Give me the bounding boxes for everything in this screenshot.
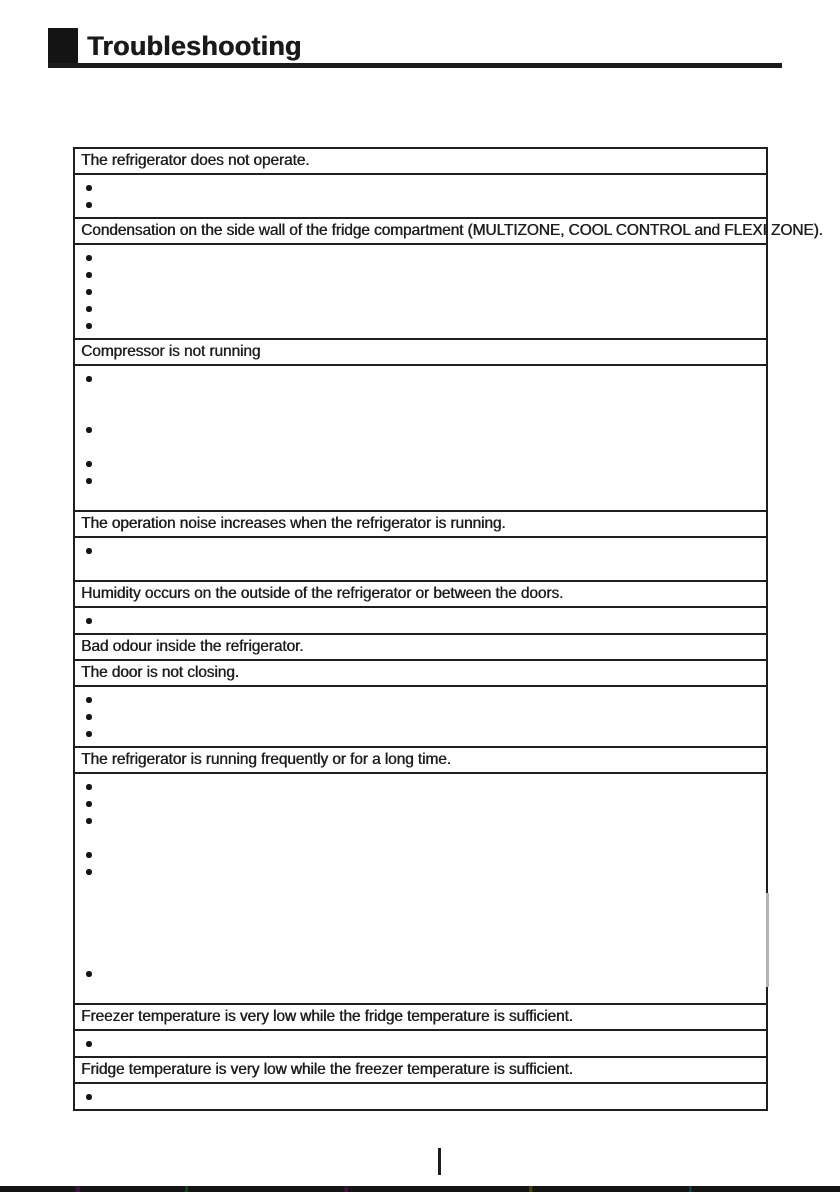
scan-artifact: [766, 893, 769, 987]
section-body: [75, 772, 766, 1003]
bullet-item: [75, 778, 766, 795]
bullet-item: [75, 846, 766, 863]
bullet-item: [75, 196, 766, 213]
bullet-item: [75, 317, 766, 334]
bullet-icon: [86, 869, 92, 875]
section-header: Bad odour inside the refrigerator.: [75, 633, 766, 659]
bullet-item: [75, 795, 766, 812]
bullet-icon: [86, 1094, 92, 1100]
section-header: Freezer temperature is very low while the fridge temperature is sufficient.: [75, 1003, 766, 1029]
bullet-item: [75, 542, 766, 576]
bullet-item: [75, 863, 766, 965]
bullet-item: [75, 812, 766, 846]
bullet-icon: [86, 306, 92, 312]
bullet-icon: [86, 1041, 92, 1047]
section-header: The operation noise increases when the refrigerator is running.: [75, 510, 766, 536]
bullet-item: [75, 283, 766, 300]
bullet-icon: [86, 801, 92, 807]
section-header: The refrigerator is running frequently or for a long time.: [75, 746, 766, 772]
bullet-item: [75, 1088, 766, 1105]
bullet-icon: [86, 323, 92, 329]
section-body: [75, 173, 766, 217]
bullet-item: [75, 708, 766, 725]
bullet-icon: [86, 255, 92, 261]
bullet-item: [75, 249, 766, 266]
bullet-icon: [86, 376, 92, 382]
page-number-divider: [438, 1148, 441, 1175]
troubleshooting-table: [73, 147, 823, 1111]
section-header: Humidity occurs on the outside of the refrigerator or between the doors.: [75, 580, 766, 606]
section-body: [75, 243, 766, 338]
section-header: Compressor is not running: [75, 338, 766, 364]
section-body: [75, 1029, 766, 1056]
bullet-icon: [86, 185, 92, 191]
page-title: Troubleshooting: [87, 31, 302, 61]
bullet-icon: [86, 697, 92, 703]
bullet-icon: [86, 714, 92, 720]
bullet-icon: [86, 548, 92, 554]
bullet-icon: [86, 784, 92, 790]
bullet-icon: [86, 272, 92, 278]
bullet-item: [75, 472, 766, 489]
bullet-icon: [86, 289, 92, 295]
section-header: The door is not closing.: [75, 659, 766, 685]
bullet-icon: [86, 461, 92, 467]
bullet-item: [75, 691, 766, 708]
section-header: The refrigerator does not operate.: [81, 152, 310, 169]
bullet-item: [75, 266, 766, 283]
chapter-marker-square: [48, 28, 78, 66]
bullet-icon: [86, 971, 92, 977]
bullet-icon: [86, 618, 92, 624]
section-body: [75, 606, 766, 633]
page-bottom-edge: [0, 1186, 840, 1192]
blank-space: [75, 489, 766, 506]
section-header: Condensation on the side wall of the fridge compartment (MULTIZONE, COOL CONTROL and FLEXI ZONE).: [75, 217, 766, 243]
bullet-icon: [86, 202, 92, 208]
bullet-icon: [86, 731, 92, 737]
bullet-item: [75, 455, 766, 472]
header-rule: [48, 63, 782, 68]
bullet-item: [75, 725, 766, 742]
bullet-item: [75, 965, 766, 999]
section-body: [75, 536, 766, 580]
section-header: Fridge temperature is very low while the freezer temperature is sufficient.: [75, 1056, 766, 1082]
bullet-item: [75, 179, 766, 196]
section-body: [75, 685, 766, 746]
bullet-item: [75, 1035, 766, 1052]
bullet-item: [75, 612, 766, 629]
bullet-icon: [86, 478, 92, 484]
section-body: [75, 364, 766, 510]
bullet-item: [75, 300, 766, 317]
bullet-icon: [86, 427, 92, 433]
bullet-item: [75, 421, 766, 455]
bullet-icon: [86, 818, 92, 824]
section-body: [75, 1082, 766, 1109]
bullet-item: [75, 370, 766, 421]
bullet-icon: [86, 852, 92, 858]
